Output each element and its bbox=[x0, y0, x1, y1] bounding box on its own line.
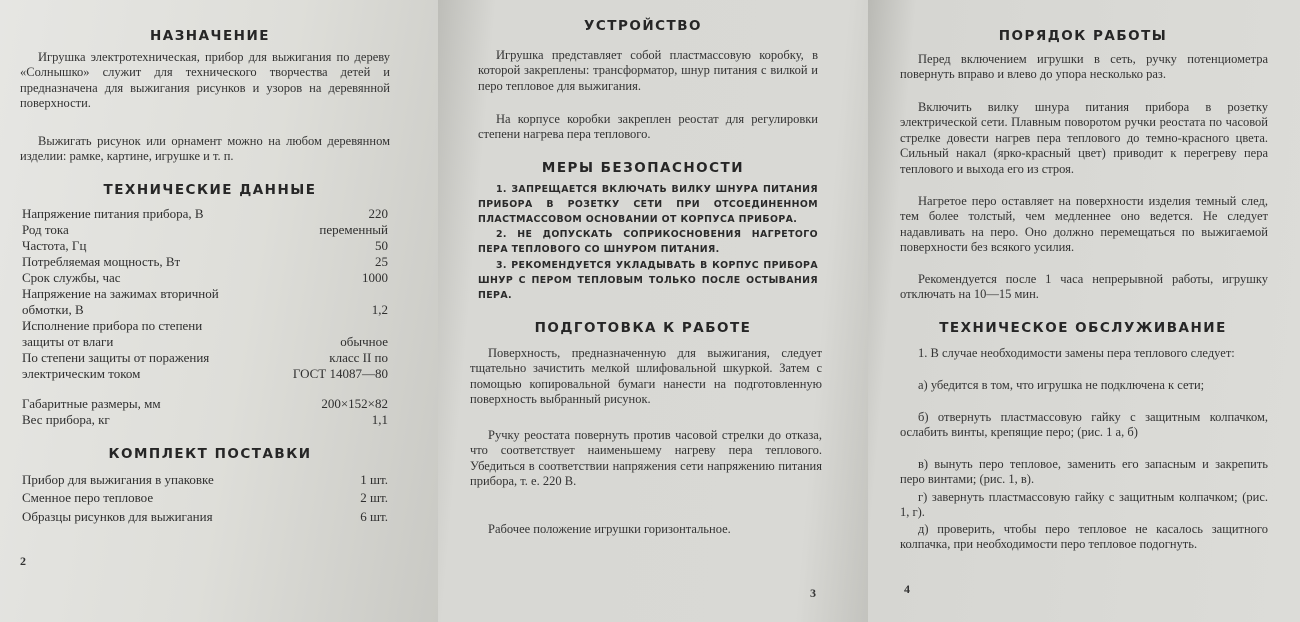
spec-label: Частота, Гц bbox=[22, 238, 87, 253]
spec-label: Габаритные размеры, мм bbox=[22, 396, 161, 411]
spec-row bbox=[22, 350, 388, 382]
prep-paragraph-2: Ручку реостата повернуть против часовой стрелки до отказа, что соответствует наименьшему нагреву пера теплового. Убедиться в соответствии напряжения сети напряжению питания прибора, т. е. 220 В. bbox=[470, 428, 822, 489]
spec-label: Исполнение прибора по степени защиты от влаги bbox=[22, 318, 203, 349]
spec-label: Потребляемая мощность, Вт bbox=[22, 254, 181, 269]
device-paragraph-2: На корпусе коробки закреплен реостат для регулировки степени нагрева пера теплового. bbox=[478, 112, 818, 142]
spec-label: Напряжение на зажимах вторичной обмотки, В bbox=[22, 286, 219, 317]
section-title-operation: ПОРЯДОК РАБОТЫ bbox=[998, 28, 1168, 44]
page-4 bbox=[868, 0, 1300, 622]
maintenance-step-b: б) отвернуть пластмассовую гайку с защитным колпачком, ослабить винты, крепящие перо; (рис. 1 а, б) bbox=[900, 410, 1268, 440]
spec-row bbox=[22, 396, 388, 412]
operation-paragraph-1: Перед включением игрушки в сеть, ручку потенциометра повернуть вправо и влево до упора несколько раз. bbox=[900, 52, 1268, 82]
section-title-prep: ПОДГОТОВКА К РАБОТЕ bbox=[534, 320, 752, 336]
spec-row bbox=[22, 222, 388, 238]
maintenance-intro: 1. В случае необходимости замены пера теплового следует: bbox=[918, 346, 1235, 360]
section-title-kit: КОМПЛЕКТ ПОСТАВКИ bbox=[108, 446, 312, 462]
kit-value: 2 шт. bbox=[360, 490, 388, 505]
spec-row bbox=[22, 286, 388, 318]
spec-value: 220 bbox=[368, 206, 388, 221]
section-title-specs: ТЕХНИЧЕСКИЕ ДАННЫЕ bbox=[103, 182, 317, 198]
kit-value: 1 шт. bbox=[360, 472, 388, 487]
maintenance-step-a: а) убедится в том, что игрушка не подключена к сети; bbox=[918, 378, 1205, 392]
maintenance-step-d: д) проверить, чтобы перо тепловое не касалось защитного колпачка, при необходимости перо тепловое подогнуть. bbox=[900, 522, 1268, 552]
section-title-maintenance: ТЕХНИЧЕСКОЕ ОБСЛУЖИВАНИЕ bbox=[939, 320, 1227, 336]
kit-label: Сменное перо тепловое bbox=[22, 490, 154, 505]
device-paragraph-1: Игрушка представляет собой пластмассовую коробку, в которой закреплены: трансформатор, шнур питания с вилкой и перо тепловое для выжигания. bbox=[478, 48, 818, 93]
spec-value: обычное bbox=[340, 334, 388, 349]
kit-row bbox=[22, 472, 388, 488]
prep-paragraph-1: Поверхность, предназначенную для выжигания, следует тщательно зачистить мелкой шлифовальной шкуркой. Затем с помощью копировальной бумаги нанести на подготовленную поверхность выбранный рисунок. bbox=[470, 346, 822, 407]
spec-row bbox=[22, 238, 388, 254]
safety-item: 1. ЗАПРЕЩАЕТСЯ ВКЛЮЧАТЬ ВИЛКУ ШНУРА ПИТАНИЯ ПРИБОРА В РОЗЕТКУ СЕТИ ПРИ ОТСОЕДИНЕННОМ ПЛАСТМАССОВОМ ОСНОВАНИИ ОТ КОРПУСА ПРИБОРА. bbox=[478, 184, 818, 225]
spec-row bbox=[22, 318, 388, 350]
maintenance-step-v: в) вынуть перо тепловое, заменить его запасным и закрепить перо винтами; (рис. 1, в). bbox=[900, 457, 1268, 487]
spec-label: Напряжение питания прибора, В bbox=[22, 206, 204, 221]
page-number: 4 bbox=[904, 582, 910, 596]
spec-value: класс II по ГОСТ 14087—80 bbox=[292, 350, 388, 381]
section-title-purpose: НАЗНАЧЕНИЕ bbox=[149, 28, 271, 44]
section-title-safety: МЕРЫ БЕЗОПАСНОСТИ bbox=[541, 160, 745, 176]
spec-value: переменный bbox=[319, 222, 388, 237]
operation-paragraph-2: Включить вилку шнура питания прибора в розетку электрической сети. Плавным поворотом ручки реостата по часовой стрелке довести нагрев пера теплового до темно-красного цвета. Сильный накал (ярко-красный цвет) приводит к перегреву пера теплового и выхода его из строя. bbox=[900, 100, 1268, 176]
maintenance-step-g: г) завернуть пластмассовую гайку с защитным колпачком; (рис. 1, г). bbox=[900, 490, 1268, 520]
page-3 bbox=[438, 0, 868, 622]
spec-label: По степени защиты от поражения электрическим током bbox=[22, 350, 210, 381]
spec-row bbox=[22, 206, 388, 222]
spec-label: Род тока bbox=[22, 222, 69, 237]
purpose-paragraph-2: Выжигать рисунок или орнамент можно на любом деревянном изделии: рамке, картине, игрушке и т. п. bbox=[20, 134, 390, 164]
operation-paragraph-4: Рекомендуется после 1 часа непрерывной работы, игрушку отключать на 10—15 мин. bbox=[900, 272, 1268, 302]
spec-value: 1,2 bbox=[371, 302, 388, 317]
page-2 bbox=[0, 0, 438, 622]
spec-value: 200×152×82 bbox=[321, 396, 388, 411]
spec-row bbox=[22, 412, 388, 428]
spec-value: 1000 bbox=[362, 270, 388, 285]
page-number: 2 bbox=[20, 554, 26, 568]
safety-item: 2. НЕ ДОПУСКАТЬ СОПРИКОСНОВЕНИЯ НАГРЕТОГО ПЕРА ТЕПЛОВОГО СО ШНУРОМ ПИТАНИЯ. bbox=[478, 229, 818, 255]
spec-value: 50 bbox=[375, 238, 388, 253]
kit-value: 6 шт. bbox=[360, 509, 388, 524]
spec-label: Вес прибора, кг bbox=[22, 412, 110, 427]
safety-item: 3. РЕКОМЕНДУЕТСЯ УКЛАДЫВАТЬ В КОРПУС ПРИБОРА ШНУР С ПЕРОМ ТЕПЛОВЫМ ТОЛЬКО ПОСЛЕ ОСТЫВАНИЯ ПЕРА. bbox=[478, 260, 818, 301]
kit-row bbox=[22, 509, 388, 525]
purpose-paragraph-1: Игрушка электротехническая, прибор для выжигания по дереву «Солнышко» служит для технического творчества детей и предназначена для выжигания рисунков и узоров на деревянной поверхности. bbox=[20, 50, 390, 111]
spec-row bbox=[22, 254, 388, 270]
page-number: 3 bbox=[810, 586, 816, 600]
spec-row bbox=[22, 270, 388, 286]
prep-paragraph-3: Рабочее положение игрушки горизонтальное. bbox=[488, 522, 731, 536]
spec-value: 1,1 bbox=[371, 412, 388, 427]
kit-row bbox=[22, 490, 388, 506]
section-title-device: УСТРОЙСТВО bbox=[583, 18, 703, 34]
kit-label: Образцы рисунков для выжигания bbox=[22, 509, 213, 524]
spec-label: Срок службы, час bbox=[22, 270, 121, 285]
spec-value: 25 bbox=[375, 254, 388, 269]
kit-label: Прибор для выжигания в упаковке bbox=[22, 472, 214, 487]
operation-paragraph-3: Нагретое перо оставляет на поверхности изделия темный след, тем более толстый, чем медленнее оно ведется. Не следует надавливать на перо. Оно должно перемещаться по выжигаемой поверхности без всякого усилия. bbox=[900, 194, 1268, 255]
